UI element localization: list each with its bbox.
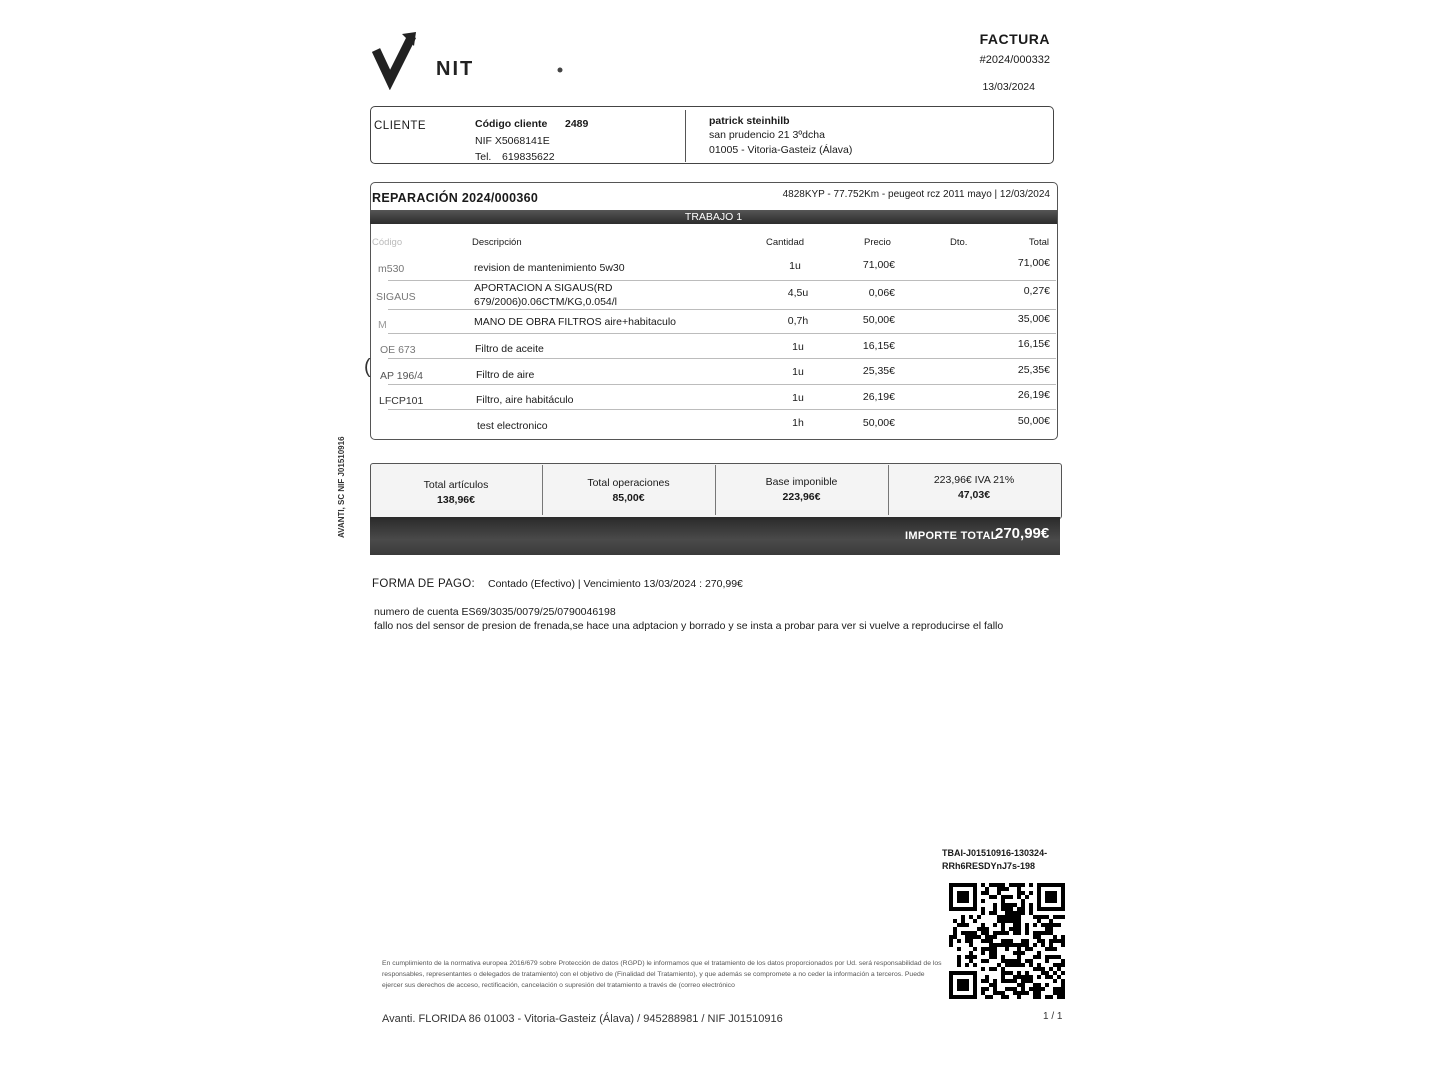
row-price: 71,00€ <box>862 259 895 271</box>
row-price: 16,15€ <box>862 340 895 352</box>
tbai-code <box>942 847 1047 873</box>
client-divider <box>685 110 686 162</box>
repair-title: REPARACIÓN 2024/000360 <box>372 191 539 205</box>
qr-code <box>949 883 1065 999</box>
column-header-total: Total <box>1028 237 1049 248</box>
payment-value: Contado (Efectivo) | Vencimiento 13/03/2024 : 270,99€ <box>488 578 743 590</box>
client-code: 2489 <box>565 118 589 130</box>
total-articles-value: 138,96€ <box>437 494 475 506</box>
row-total: 50,00€ <box>1017 415 1050 427</box>
vehicle-info: 4828KYP - 77.752Km - peugeot rcz 2011 mayo | 12/03/2024 <box>782 189 1050 200</box>
row-description-line2: 679/2006)0.06CTM/KG,0.054/l <box>474 296 618 308</box>
repair-note: fallo nos del sensor de presion de frenada,se hace una adptacion y borrado y se insta a probar para ver si vuelve a reproducirse el fallo <box>374 620 1004 632</box>
row-separator <box>388 333 1056 334</box>
row-separator <box>388 280 1056 281</box>
legal-notice: En cumplimiento de la normativa europea 2016/679 sobre Protección de datos (RGPD) le informamos que el tratamiento de los datos proporcionados por Ud. será responsabilidad de los responsables, representantes o delegados de tratamiento) con el objetivo de (Finalidad del Tratamiento), y que además se compromete a no ceder la información a terceros. Puede ejercer sus derechos de acceso, rectificación, cancelación o supresión del tratamiento a través de (correo electrónico <box>382 960 942 989</box>
row-qty: 4,5u <box>787 287 809 299</box>
row-price: 50,00€ <box>862 417 895 429</box>
row-code: SIGAUS <box>376 291 416 303</box>
company-logo <box>372 30 642 90</box>
row-description: test electronico <box>477 420 548 432</box>
row-qty: 1u <box>789 260 801 272</box>
totals-separator <box>542 465 543 515</box>
vat-value: 47,03€ <box>957 489 991 501</box>
row-total: 25,35€ <box>1017 364 1050 376</box>
row-separator <box>388 358 1056 359</box>
client-name: patrick steinhilb <box>709 115 790 127</box>
client-code-label: Código cliente <box>475 118 548 130</box>
base-label: Base imponible <box>765 476 838 488</box>
column-header-qty: Cantidad <box>766 237 805 248</box>
row-description: Filtro de aire <box>476 369 535 381</box>
row-code: M <box>378 319 387 331</box>
base-value: 223,96€ <box>782 491 821 503</box>
column-header-code: Código <box>372 237 403 248</box>
bracket-mark: ( <box>364 356 371 378</box>
row-total: 0,27€ <box>1023 285 1050 297</box>
row-description: Filtro, aire habitáculo <box>476 394 574 406</box>
footer-company: Avanti. FLORIDA 86 01003 - Vitoria-Gasteiz (Álava) / 945288981 / NIF J01510916 <box>382 1013 783 1025</box>
row-code: AP 196/4 <box>380 370 424 382</box>
page-number: 1 / 1 <box>1043 1011 1063 1022</box>
logo-text: NIT <box>436 58 475 80</box>
row-qty: 0,7h <box>787 315 809 327</box>
document-title: FACTURA <box>979 31 1050 47</box>
grand-total-label: IMPORTE TOTAL <box>905 530 998 542</box>
invoice-number: #2024/000332 <box>979 54 1050 66</box>
row-code: LFCP101 <box>379 395 424 407</box>
client-tel: 619835622 <box>502 151 555 163</box>
row-total: 35,00€ <box>1017 313 1050 325</box>
row-separator <box>388 409 1056 410</box>
row-code: m530 <box>378 263 405 275</box>
vat-label: 223,96€ IVA 21% <box>933 474 1015 486</box>
row-price: 25,35€ <box>862 365 895 377</box>
client-tel-label: Tel. <box>475 151 492 163</box>
side-text: AVANTI, SC NIF J01510916 <box>337 436 346 538</box>
total-operations-label: Total operaciones <box>587 477 670 489</box>
row-qty: 1h <box>792 417 804 429</box>
row-qty: 1u <box>792 392 804 404</box>
row-description: APORTACION A SIGAUS(RD <box>474 282 613 294</box>
row-price: 0,06€ <box>868 287 895 299</box>
row-qty: 1u <box>792 341 804 353</box>
column-header-discount: Dto. <box>950 237 968 248</box>
total-articles-label: Total artículos <box>423 479 489 491</box>
work-label: TRABAJO 1 <box>684 211 743 223</box>
client-address-line1: san prudencio 21 3ºdcha <box>709 129 825 141</box>
totals-separator <box>715 465 716 515</box>
row-price: 26,19€ <box>862 391 895 403</box>
client-address-line2: 01005 - Vitoria-Gasteiz (Álava) <box>709 144 853 156</box>
row-total: 16,15€ <box>1017 338 1050 350</box>
row-total: 26,19€ <box>1017 389 1050 401</box>
client-nif: NIF X5068141E <box>475 135 550 147</box>
row-description: Filtro de aceite <box>475 343 544 355</box>
row-description: MANO DE OBRA FILTROS aire+habitaculo <box>474 316 677 328</box>
bank-account: numero de cuenta ES69/3035/0079/25/0790046198 <box>374 606 616 618</box>
column-header-description: Descripción <box>472 237 522 248</box>
row-separator <box>388 384 1056 385</box>
payment-label: FORMA DE PAGO: <box>372 578 476 590</box>
invoice-date: 13/03/2024 <box>982 81 1035 93</box>
client-section-label: CLIENTE <box>374 120 427 132</box>
row-qty: 1u <box>792 366 804 378</box>
column-header-price: Precio <box>864 237 891 248</box>
row-price: 50,00€ <box>862 314 895 326</box>
row-separator <box>388 309 1056 310</box>
side-margin-text <box>337 348 363 538</box>
tbai-line2: RRh6RESDYnJ7s-198 <box>942 861 1036 871</box>
row-total: 71,00€ <box>1017 257 1050 269</box>
row-description: revision de mantenimiento 5w30 <box>474 262 625 274</box>
total-operations-value: 85,00€ <box>612 492 645 504</box>
tbai-line1: TBAI-J01510916-130324- <box>942 848 1048 858</box>
row-code: OE 673 <box>380 344 416 356</box>
grand-total-value: 270,99€ <box>995 525 1050 542</box>
